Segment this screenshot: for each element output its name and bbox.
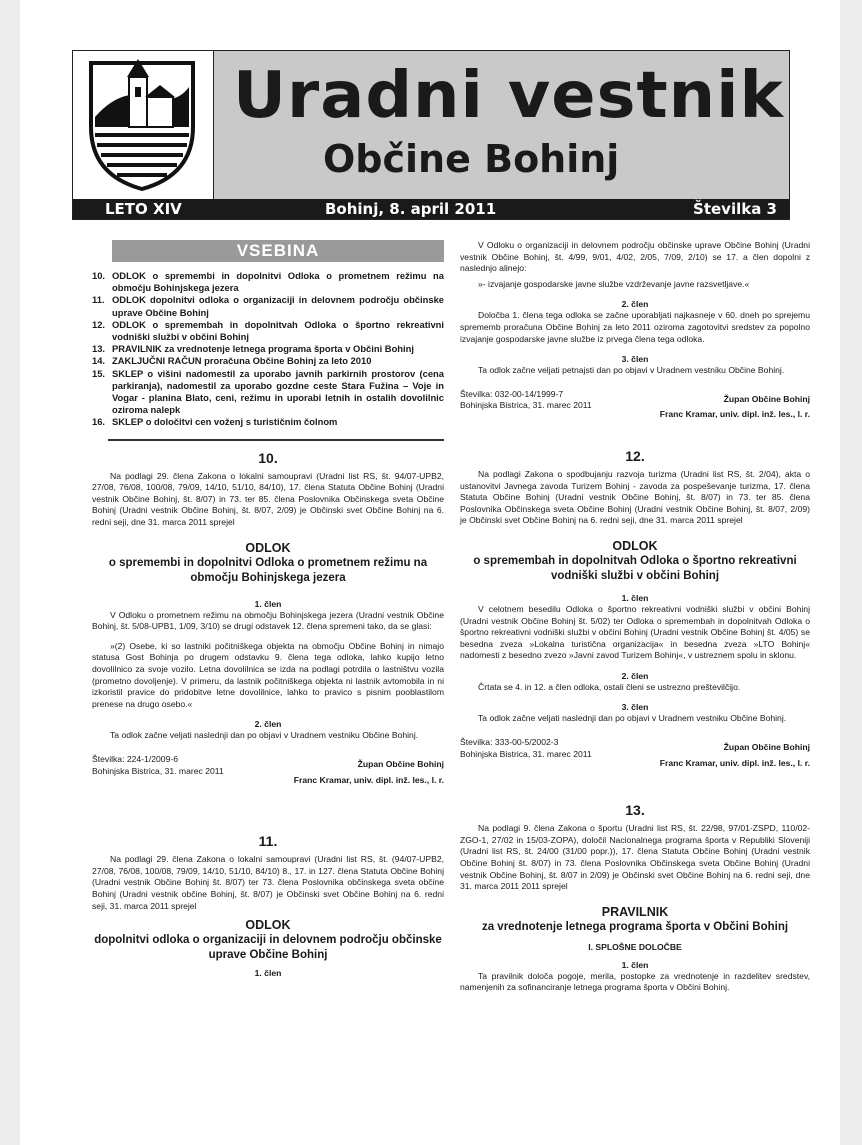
toc-item[interactable] (92, 355, 444, 367)
toc-text: ODLOK o spremembah in dopolnitvah Odloka o športno rekreativni vodniški službi v občini Bohinj (112, 318, 444, 343)
act-12-signature-block (460, 737, 810, 769)
toc-heading: VSEBINA (112, 240, 444, 262)
masthead-title: Uradni vestnik (233, 59, 784, 133)
act-10-place-date: Bohinjska Bistrica, 31. marec 2011 (92, 765, 224, 776)
toc-text: PRAVILNIK za vrednotenje letnega programa športa v Občini Bohinj (112, 343, 414, 355)
act-10-signer-name: Franc Kramar, univ. dipl. inž. les., l. r. (293, 774, 444, 785)
act-13-clen-1-text: Ta pravilnik določa pogoje, merila, postopke za vrednotenje in razdelitev sredstev, namenjenih za sofinanciranje letnega programa športa v Občini Bohinj. (460, 970, 810, 993)
act-10-preamble: Na podlagi 29. člena Zakona o lokalni samoupravi (Uradni list RS, št. 94/07-UPB2, 27/08, 76/08, 100/08, 79/09, 14/10, 51/10, 84/10), 17. člena Statuta Občine Bohinj (Uradni vestnik Občine Bohinj, št. 8/07) in 73. ter 85. člena Poslovnika Občinskega sveta Občine Bohinj (Uradni vestnik Občine Bohinj, št. 8/07, 2/09) je Občinski svet Občine Bohinj na 6. redni seji, dne 31. marca 2011 sprejel (92, 470, 444, 528)
act-11-clen-2-text: Določba 1. člena tega odloka se začne uporabljati najkasneje v 60. dneh po sprejemu sprememb proračuna Občine Bohinj za leto 2011 oziroma zagotovitvi sredstev za popolno izvajanje gospodarske javne službe iz prvega člena tega odloka. (460, 310, 810, 344)
act-12-clen-1: 1. člen (621, 592, 649, 603)
toc-num: 14. (92, 355, 106, 367)
act-12-clen-2: 2. člen (621, 670, 649, 681)
act-12-clen-2-text: Črtata se 4. in 12. a člen odloka, ostali členi se ustrezno preštevilčijo. (478, 681, 741, 692)
act-10-clen-2-text: Ta odlok začne veljati naslednji dan po objavi v Uradnem vestniku Občine Bohinj. (110, 730, 419, 741)
date-label: Bohinj, 8. april 2011 (325, 200, 497, 218)
masthead-subtitle: Občine Bohinj (323, 137, 620, 181)
act-13-preamble: Na podlagi 9. člena Zakona o športu (Uradni list RS, št. 22/98, 97/01-ZSPD, 110/02-ZGO-1, 27/02 in 15/03-ZOPA), določil Nacionalnega programa športa v Republiki Sloveniji (Uradni list RS, št. 24/00 (31/00 popr.)), 17. člena Statuta Občine Bohinj (Uradni vestnik Občine Bohinj št. 8/07) in 73. člena Poslovnika Občinskega sveta Občine Bohinj (Uradni vestnik Občine Bohinj, št. 8/07 in 2/09) je Občinski svet Občine Bohinj na 6. redni seji, dne 31. marca 2011 2011 sprejel (460, 823, 810, 892)
toc-item[interactable] (92, 343, 444, 355)
act-12-subtitle: o spremembah in dopolnitvah Odloka o športno rekreativni vodniški službi v občini Bohinj (473, 554, 797, 582)
act-11-signer-name: Franc Kramar, univ. dipl. inž. les., l. r. (659, 409, 810, 420)
act-13-clen-1: 1. člen (621, 959, 649, 970)
act-12-signer-title: Župan Občine Bohinj (723, 742, 810, 753)
act-10-signature-block (92, 754, 444, 786)
act-12-clen-3-text: Ta odlok začne veljati naslednji dan po objavi v Uradnem vestniku Občine Bohinj. (478, 713, 787, 724)
act-10-clen-2: 2. člen (254, 719, 282, 730)
section-divider (108, 439, 444, 441)
act-13-subtitle: za vrednotenje letnega programa športa v Občini Bohinj (481, 920, 789, 933)
act-13-number: 13. (625, 802, 645, 819)
masthead-bar (73, 199, 789, 219)
issue-label: Številka 3 (693, 200, 777, 218)
act-11-clen-1: 1. člen (254, 968, 282, 979)
act-12-stevilka: Številka: 333-00-5/2002-3 (460, 737, 559, 748)
toc-text: SKLEP o višini nadomestil za uporabo javnih parkirnih prostorov (cena parkiranja), nadomestil za uporabo gozdne ceste Stara Fužina – Voje in Vogar - planina Blato, ceni, režimu in uporabi letnih in ostalih dovolilnic oziroma nalepk (112, 367, 444, 416)
toc-text: ZAKLJUČNI RAČUN proračuna Občine Bohinj za leto 2010 (112, 355, 372, 367)
toc-num: 13. (92, 343, 106, 355)
page (20, 0, 840, 1145)
crest-box (73, 51, 214, 199)
act-11-preamble: Na podlagi 29. člena Zakona o lokalni samoupravi (Uradni list RS, št. (94/07-UPB2, 27/08, 76/08, 100/08, 79/09, 14/10, 51/10, 84/10) 8., 17. in 127. člena Statuta Občine Bohinj (Uradni vestnik Občine Bohinj št. 8/07) ter 73. člena Poslovnika občinskega sveta občine Bohinj (Uradni vestnik občine Bohinj, št. 8/07) je Občinski svet Občine Bohinj na 6. redni seji, 31. marca 2011 sprejel (92, 854, 444, 911)
act-10-clen-1: 1. člen (254, 598, 282, 609)
left-column (92, 240, 444, 979)
act-12-clen-3: 3. člen (621, 702, 649, 713)
act-10-clen-1-text: V Odloku o prometnem režimu na območju Bohinjskega jezera (Uradni vestnik Občine Bohinj, št. 5/08-UPB1, 1/09, 3/10) se drugi odstavek 12. člena spremeni tako, da se glasi: (92, 609, 444, 632)
toc-item[interactable] (92, 368, 444, 417)
act-11-title: ODLOK (245, 918, 291, 933)
toc-item[interactable] (92, 319, 444, 343)
toc-text: ODLOK dopolnitvi odloka o organizaciji in delovnem področju občinske uprave Občine Bohinj (112, 294, 444, 318)
act-10-subtitle: o spremembi in dopolnitvi Odloka o prometnem režimu na območju Bohinjskega jezera (108, 556, 428, 584)
act-10-stevilka: Številka: 224-1/2009-6 (92, 753, 178, 764)
act-10-title: ODLOK (245, 540, 291, 555)
act-12-place-date: Bohinjska Bistrica, 31. marec 2011 (460, 748, 592, 759)
act-11-number: 11. (258, 833, 278, 850)
act-13-section: I. SPLOŠNE DOLOČBE (588, 941, 682, 952)
act-11-clen-3-text: Ta odlok začne veljati petnajsti dan po objavi v Uradnem vestniku Občine Bohinj. (478, 365, 785, 376)
right-column (460, 240, 810, 994)
act-11-clen-1-text: V Odloku o organizaciji in delovnem področju občinske uprave Občine Bohinj (Uradni vestnik Občine Bohinj, št. 4/99, 9/01, 4/02, 2/05, 7/09, 2/10) se 17. a člen dopolni z naslednjo alinejo: (460, 240, 810, 274)
toc-num: 15. (92, 367, 106, 379)
toc-item[interactable] (92, 270, 444, 294)
act-12-preamble: Na podlagi Zakona o spodbujanju razvoja turizma (Uradni list RS, št. 2/04), akta o ustanovitvi Javnega zavoda Turizem Bohinj - zavoda za pospeševanje turizma, 17. člena Statuta Občine Bohinj (Uradni vestnik Občine Bohinj, št. 8/07) in 73. ter 85. člena Poslovnika Občinskega sveta Občine Bohinj (Uradni vestnik Občine Bohinj, št. 8/07, 2/09) je Občinski svet Občine Bohinj na 6. redni seji, dne 31. marca 2011 sprejel (460, 468, 810, 526)
toc-num: 10. (92, 270, 106, 281)
act-12-clen-1-text: V celotnem besedilu Odloka o športno rekreativni vodniški službi v občini Bohinj (Uradni vestnik Občine Bohinj št. 5/02) ter Odloka o spremembah in dopolnitvah Odloka o športno rekreativni vodniški službi v občini Bohinj (Uradni vestnik Občine Bohinj št. 4/05) se besedna zveza »Lokalna turistična organizacija« in besedna zveza »LTO Bohinj« nadomesti z besedno zvezo »Javni zavod Turizem Bohinj«, v ustreznem spolu in sklonu. (460, 603, 810, 661)
act-12-signer-name: Franc Kramar, univ. dipl. inž. les., l. r. (659, 757, 810, 768)
act-11-alineja: »- izvajanje gospodarske javne službe vzdrževanje javne razsvetljave.« (478, 278, 750, 289)
act-11-place-date: Bohinjska Bistrica, 31. marec 2011 (460, 400, 592, 411)
year-label: LETO XIV (105, 200, 182, 218)
toc-item[interactable] (92, 294, 444, 318)
act-11-signer-title: Župan Občine Bohinj (723, 393, 810, 404)
toc-text: SKLEP o določitvi cen voženj s turističnim čolnom (112, 416, 338, 428)
toc-item[interactable] (92, 416, 444, 428)
act-11-signature-block (460, 389, 810, 421)
toc-num: 11. (92, 294, 105, 306)
act-10-quote: »(2) Osebe, ki so lastniki počitniškega objekta na območju Občine Bohinj in nimajo statusa Gost Bohinja po drugem odstavku 9. člena tega odloka, lahko kupijo letno dovolilnico za svoje vozilo. Letna dovolilnica se izda na podlagi potrdila o lastništvu vozila (prometno dovoljenje). V primeru, da lastnik počitniškega objekta ni lastnik avtomobila in ni izkoristil pravice do pridobitve letne dovolilnice, lahko to pravico s pisnim pooblastilom prenese na drugo osebo.« (92, 640, 444, 709)
act-10-number: 10. (258, 449, 278, 466)
act-10-signer-title: Župan Občine Bohinj (357, 758, 444, 769)
toc-num: 12. (92, 318, 106, 330)
act-12-number: 12. (625, 447, 645, 464)
masthead (72, 50, 790, 220)
coat-of-arms-icon (81, 57, 203, 193)
toc-num: 16. (92, 416, 106, 428)
act-11-subtitle: dopolnitvi odloka o organizaciji in delovnem področju občinske uprave Občine Bohinj (94, 934, 442, 962)
act-13-title: PRAVILNIK (601, 904, 669, 919)
act-11-clen-2: 2. člen (621, 299, 649, 310)
act-11-clen-3: 3. člen (621, 354, 649, 365)
act-11-stevilka: Številka: 032-00-14/1999-7 (460, 388, 564, 399)
toc-text: ODLOK o spremembi in dopolnitvi Odloka o prometnem režimu na območju Bohinjskega jezera (112, 270, 444, 294)
toc-list (92, 270, 444, 429)
act-12-title: ODLOK (612, 538, 658, 553)
